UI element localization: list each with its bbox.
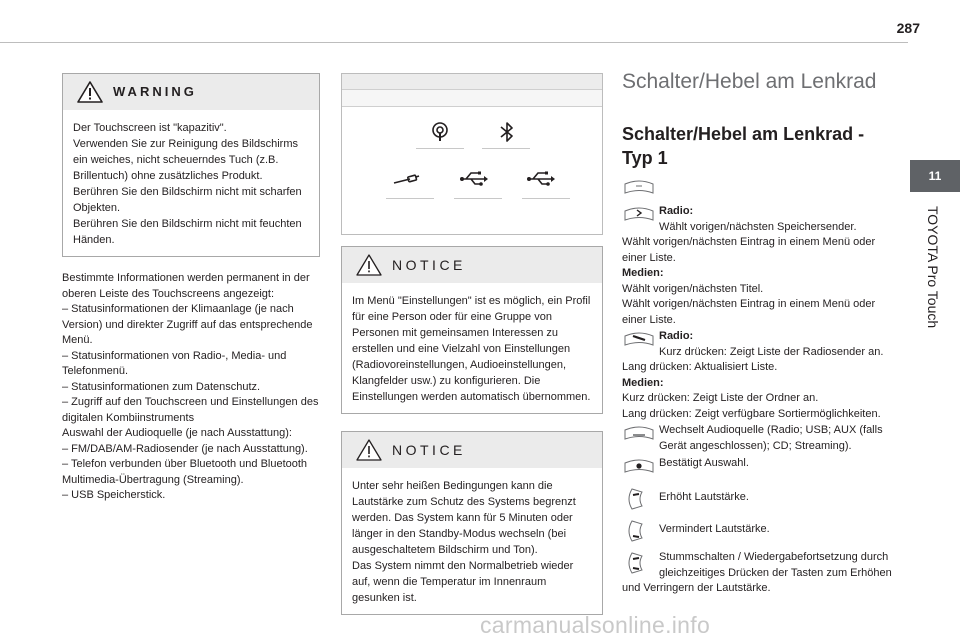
- volume-up-icon: [622, 486, 656, 512]
- warning-triangle-icon: [77, 81, 103, 103]
- radio-icon: [428, 119, 452, 143]
- chapter-tab[interactable]: 11: [910, 160, 960, 192]
- usb-icon: [459, 170, 489, 188]
- steering-entry-radio-list: Radio: Kurz drücken: Zeigt Liste der Radiosender an. Lang drücken: Aktualisiert Liste.: [622, 330, 884, 373]
- steering-switch-icon: [622, 176, 656, 198]
- notice-text: Im Menü "Einstellungen" ist es möglich, ein Profil für eine Person oder für eine Gruppe von Personen mit gemeinsamen Interessen zu erstellen und eine Vielzahl von Einstellungen (Radiovoreinstellungen, Audioeinstellungen, Klangfelder usw.) zu konfigurieren. Die Einstellungen werden automatisch übernommen.: [352, 295, 591, 403]
- notice-triangle-icon: [356, 439, 382, 461]
- steering-confirm-icon: [622, 456, 656, 476]
- steering-entry-media-list: Medien: Kurz drücken: Zeigt Liste der Ordner an. Lang drücken: Zeigt verfügbare Sortiermöglichkeiten.: [622, 376, 881, 420]
- notice-box-profile: [341, 246, 603, 414]
- notice-text: Unter sehr heißen Bedingungen kann die Lautstärke zum Schutz des Systems begrenzt werden. Das System kann für 5 Minuten oder länger in den Standby-Modus wechseln (bei ausgeschaltetem Bildschirm und Ton). Das System nimmt den Normalbetrieb wieder auf, wenn die Temperatur im Innenraum gesunken ist.: [352, 480, 576, 604]
- subsection-heading: Schalter/Hebel am Lenkrad - Typ 1: [622, 124, 865, 168]
- usb-icon: [526, 170, 556, 188]
- warning-title: WARNING: [113, 84, 197, 99]
- notice-box-temperature: [341, 431, 603, 615]
- notice-triangle-icon: [356, 254, 382, 276]
- top-divider: [0, 42, 908, 43]
- notice-title: NOTICE: [392, 257, 466, 273]
- steering-entry-source: Wechselt Audioquelle (Radio; USB; AUX (falls Gerät angeschlossen); CD; Streaming).: [622, 423, 894, 454]
- chapter-label: TOYOTA Pro Touch: [925, 206, 941, 329]
- steering-entry-radio-seek: Radio: Wählt vorigen/nächsten Speichersender. Wählt vorigen/nächsten Eintrag in einem Menü oder einer Liste.: [622, 205, 876, 264]
- volume-mute-icon: [622, 550, 656, 576]
- bluetooth-icon: [498, 120, 516, 144]
- steering-entry-volume-up: Erhöht Lautstärke.: [622, 486, 894, 518]
- screen-illustration: [341, 73, 603, 235]
- volume-down-icon: [622, 518, 656, 544]
- steering-source-icon: [622, 423, 656, 443]
- steering-entry-volume-down: Vermindert Lautstärke.: [622, 518, 894, 550]
- aux-icon: [392, 170, 420, 190]
- steering-list-icon: [622, 329, 656, 349]
- steering-entry-media-seek: Medien: Wählt vorigen/nächsten Titel. Wählt vorigen/nächsten Eintrag in einem Menü oder einer Liste.: [622, 267, 876, 326]
- column-left: [62, 73, 320, 504]
- intro-text: Bestimmte Informationen werden permanent in der oberen Leiste des Touchscreens angezeigt: – Statusinformationen der Klimaanlage (je nach Version) und direkter Zugriff auf das entsprechende Menü. – Statusinformationen von Radio-, Media- und Telefonmenü. – Statusinformationen zum Datenschutz. – Zugriff auf den Touchscreen und Einstellungen des digitalen Kombiinstruments Auswahl der Audioquelle (je nach Ausstattung): – FM/DAB/AM-Radiosender (je nach Ausstattung). – Telefon verbunden über Bluetooth und Bluetooth Multimedia-Übertragung (Streaming). – USB Speicherstick.: [62, 272, 319, 501]
- steering-entry-confirm: Bestätigt Auswahl.: [622, 456, 894, 482]
- warning-box: [62, 73, 320, 257]
- section-heading: Schalter/Hebel am Lenkrad: [622, 70, 877, 93]
- steering-seek-icon: [622, 204, 656, 224]
- watermark: carmanualsonline.info: [480, 612, 711, 638]
- notice-title: NOTICE: [392, 442, 466, 458]
- steering-entry-mute: Stummschalten / Wiedergabefortsetzung durch gleichzeitiges Drücken der Tasten zum Erhöhen und Verringern der Lautstärke.: [622, 551, 892, 594]
- column-middle: [341, 73, 603, 615]
- page-number: 287: [896, 20, 920, 36]
- warning-text: Der Touchscreen ist "kapazitiv". Verwenden Sie zur Reinigung des Bildschirms ein weiches, nicht scheuerndes Tuch (z.B. Brillentuch) ohne zusätzliches Produkt. Berühren Sie den Bildschirm nicht mit scharfen Objekten. Berühren Sie den Bildschirm nicht mit feuchten Händen.: [73, 122, 302, 246]
- column-right: [622, 70, 894, 597]
